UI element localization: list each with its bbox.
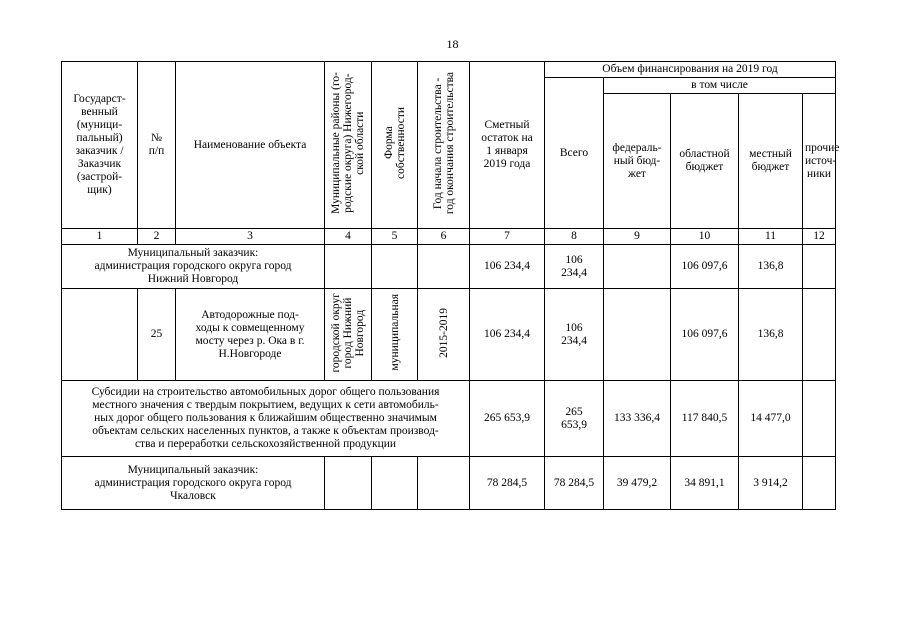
customer-label: Муниципальный заказчик: администрация городского округа город Нижний Новгород — [62, 245, 325, 289]
header-years: Год начала строительства - год окончания строительства — [418, 62, 470, 229]
regional-cell: 34 891,1 — [671, 457, 739, 510]
num-cell: 25 — [138, 289, 176, 381]
local-cell: 136,8 — [739, 289, 803, 381]
years-cell: 2015-2019 — [418, 289, 470, 381]
ownership-cell: муниципальная — [372, 289, 418, 381]
total-cell: 265 653,9 — [545, 381, 604, 457]
header-federal: федераль- ный бюд- жет — [604, 94, 671, 229]
other-cell — [803, 289, 836, 381]
header-regional: областной бюджет — [671, 94, 739, 229]
object-name-cell: Автодорожные под- ходы к совмещенному мосту через р. Ока в г. Н.Новгороде — [176, 289, 325, 381]
local-cell: 136,8 — [739, 245, 803, 289]
district-cell: городской округ город Нижний Новгород — [325, 289, 372, 381]
regional-cell: 106 097,6 — [671, 245, 739, 289]
col-index: 1 — [62, 229, 138, 245]
col-index: 12 — [803, 229, 836, 245]
local-cell: 14 477,0 — [739, 381, 803, 457]
balance-cell: 106 234,4 — [470, 245, 545, 289]
balance-cell: 106 234,4 — [470, 289, 545, 381]
customer-cell — [62, 289, 138, 381]
other-cell — [803, 245, 836, 289]
col-index: 5 — [372, 229, 418, 245]
regional-cell: 106 097,6 — [671, 289, 739, 381]
table-row — [62, 457, 836, 510]
local-cell: 3 914,2 — [739, 457, 803, 510]
header-total: Всего — [545, 78, 604, 229]
balance-cell: 265 653,9 — [470, 381, 545, 457]
header-customer: Государст- венный (муници- пальный) заказчик / Заказчик (застрой- щик) — [62, 62, 138, 229]
other-cell — [803, 457, 836, 510]
total-cell: 106 234,4 — [545, 289, 604, 381]
col-index: 10 — [671, 229, 739, 245]
col-index: 3 — [176, 229, 325, 245]
header-local: местный бюджет — [739, 94, 803, 229]
header-district: Муниципальные районы (го- родские округа) Нижегород- ской области — [325, 62, 372, 229]
col-index: 11 — [739, 229, 803, 245]
table-row — [62, 289, 836, 381]
other-cell — [803, 381, 836, 457]
col-index: 8 — [545, 229, 604, 245]
table-row — [62, 245, 836, 289]
col-index: 6 — [418, 229, 470, 245]
total-cell: 106 234,4 — [545, 245, 604, 289]
header-other: прочие источ- ники — [803, 94, 836, 229]
col-index: 4 — [325, 229, 372, 245]
total-cell: 78 284,5 — [545, 457, 604, 510]
col-index: 2 — [138, 229, 176, 245]
federal-cell — [604, 289, 671, 381]
customer-label: Муниципальный заказчик: администрация городского округа город Чкаловск — [62, 457, 325, 510]
regional-cell: 117 840,5 — [671, 381, 739, 457]
balance-cell: 78 284,5 — [470, 457, 545, 510]
header-num: № п/п — [138, 62, 176, 229]
section-label: Субсидии на строительство автомобильных дорог общего пользования местного значения с твердым покрытием, ведущих к сети автомобиль- ных дорог общего пользования к ближайшим общественно значимым объектам сельских населенных пунктов, а также к объектам производ- ства и переработки сельскохозяйственной продукции — [62, 381, 470, 457]
header-object: Наименование объекта — [176, 62, 325, 229]
header-balance: Сметный остаток на 1 января 2019 года — [470, 62, 545, 229]
federal-cell: 133 336,4 — [604, 381, 671, 457]
page-number: 18 — [446, 37, 459, 51]
table-row — [62, 381, 836, 457]
header-including: в том числе — [604, 78, 836, 94]
header-ownership: Форма собственности — [372, 62, 418, 229]
federal-cell: 39 479,2 — [604, 457, 671, 510]
header-financing: Объем финансирования на 2019 год — [545, 62, 836, 78]
col-index: 9 — [604, 229, 671, 245]
financing-table — [61, 61, 840, 510]
federal-cell — [604, 245, 671, 289]
col-index: 7 — [470, 229, 545, 245]
